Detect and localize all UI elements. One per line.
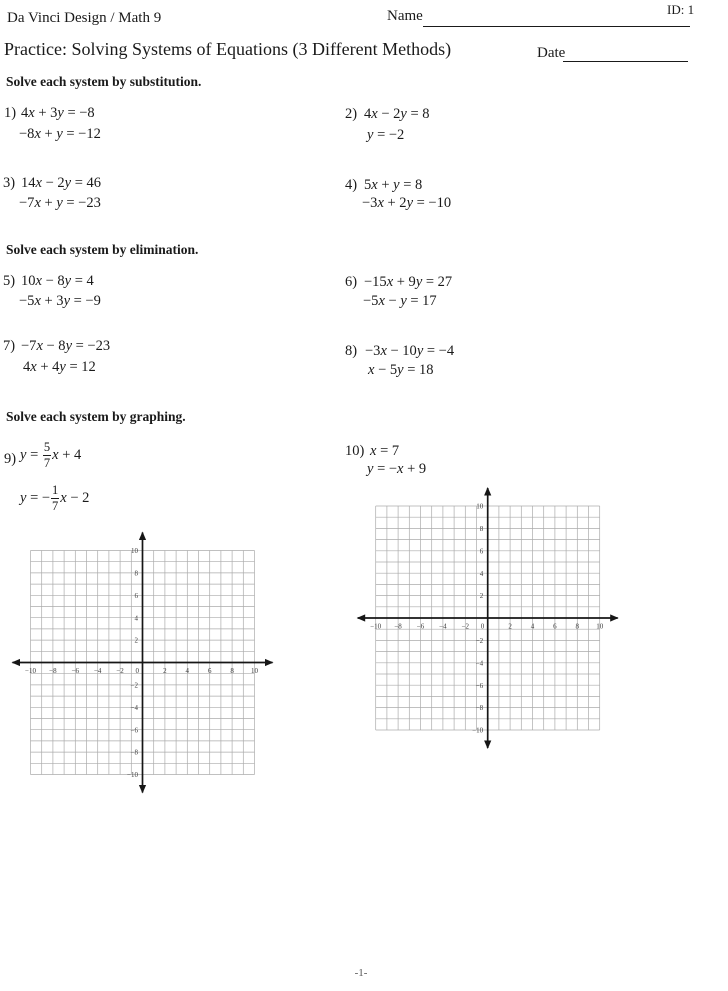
- problem-10-equation-2: y = −x + 9: [367, 461, 427, 477]
- problem-6-equation-2: −5x − y = 17: [363, 293, 437, 309]
- problem-5-equation-2: −5x + 3y = −9: [19, 293, 101, 309]
- problem-1-equation-1: 4x + 3y = −8: [21, 105, 95, 121]
- svg-text:−6: −6: [475, 681, 484, 690]
- svg-text:−6: −6: [71, 667, 80, 675]
- coordinate-grid-problem-9: [9, 527, 277, 802]
- svg-text:4: 4: [134, 614, 138, 623]
- problem-8-equation-1: −3x − 10y = −4: [365, 343, 455, 359]
- svg-text:8: 8: [230, 667, 234, 675]
- section-heading-elimination: Solve each system by elimination.: [6, 242, 199, 257]
- svg-text:−10: −10: [370, 622, 382, 631]
- problem-4-equation-2: −3x + 2y = −10: [362, 195, 452, 211]
- svg-text:−10: −10: [25, 667, 36, 675]
- svg-text:2: 2: [508, 622, 512, 631]
- svg-text:4: 4: [530, 622, 535, 631]
- svg-text:8: 8: [479, 525, 484, 533]
- svg-text:6: 6: [553, 622, 557, 631]
- problem-7-number: 7): [3, 338, 16, 354]
- problem-7-equation-2: 4x + 4y = 12: [23, 359, 96, 375]
- problem-8-number: 8): [345, 343, 358, 359]
- svg-text:4: 4: [185, 667, 190, 675]
- problem-3-equation-2: −7x + y = −23: [19, 195, 101, 211]
- problem-4-equation-1: 5x + y = 8: [364, 177, 423, 193]
- worksheet-title: Practice: Solving Systems of Equations (3 Different Methods): [4, 39, 452, 59]
- svg-text:6: 6: [479, 547, 484, 556]
- page-number: -1-: [354, 967, 368, 979]
- date-blank-line: [563, 61, 688, 62]
- svg-text:0: 0: [135, 667, 139, 675]
- svg-text:−2: −2: [116, 667, 124, 675]
- svg-text:−2: −2: [461, 622, 470, 631]
- problem-2-equation-1: 4x − 2y = 8: [364, 106, 430, 122]
- problem-1-number: 1): [4, 105, 17, 121]
- svg-text:−4: −4: [130, 703, 138, 712]
- svg-text:−4: −4: [475, 659, 484, 668]
- svg-text:2: 2: [163, 667, 167, 675]
- svg-text:6: 6: [134, 591, 138, 600]
- problem-6-number: 6): [345, 274, 358, 290]
- problem-10-number: 10): [345, 443, 365, 459]
- fraction: $\frac{1}{7}$: [52, 483, 59, 514]
- svg-text:−10: −10: [472, 726, 484, 735]
- problem-8-equation-2: x − 5y = 18: [368, 362, 434, 378]
- svg-text:8: 8: [134, 569, 138, 578]
- problem-10-equation-1: x = 7: [370, 443, 400, 459]
- svg-text:−6: −6: [130, 726, 138, 735]
- problem-9-equation-2: y = − $\frac{1}{7}$ x − 2: [20, 483, 90, 514]
- date-label: Date: [537, 45, 566, 61]
- svg-text:−8: −8: [49, 667, 57, 675]
- section-heading-graphing: Solve each system by graphing.: [6, 409, 186, 424]
- problem-9-equation-1: y = $\frac{5}{7}$ x + 4: [20, 440, 82, 471]
- svg-text:6: 6: [207, 667, 212, 675]
- fraction: $\frac{5}{7}$: [43, 440, 51, 471]
- svg-text:10: 10: [476, 502, 484, 511]
- svg-text:10: 10: [131, 547, 138, 556]
- section-heading-substitution: Solve each system by substitution.: [6, 74, 202, 89]
- problem-6-equation-1: −15x + 9y = 27: [364, 274, 453, 290]
- name-blank-line: [423, 26, 690, 27]
- svg-text:−6: −6: [416, 622, 425, 631]
- svg-text:2: 2: [479, 592, 484, 601]
- problem-9-number: 9): [4, 451, 17, 467]
- problem-5-equation-1: 10x − 8y = 4: [21, 273, 94, 289]
- problem-2-number: 2): [345, 106, 358, 122]
- svg-text:2: 2: [134, 636, 138, 645]
- svg-text:−10: −10: [127, 771, 138, 780]
- problem-2-equation-2: y = −2: [367, 127, 405, 143]
- svg-text:−2: −2: [475, 637, 484, 645]
- coordinate-grid-problem-10: [354, 482, 622, 757]
- name-label: Name: [387, 8, 423, 24]
- svg-text:−8: −8: [394, 622, 402, 631]
- worksheet-id: ID: 1: [667, 2, 695, 17]
- problem-4-number: 4): [345, 177, 358, 193]
- problem-1-equation-2: −8x + y = −12: [19, 126, 101, 142]
- svg-text:4: 4: [479, 569, 484, 578]
- problem-7-equation-1: −7x − 8y = −23: [21, 338, 111, 354]
- svg-text:10: 10: [251, 667, 258, 675]
- problem-3-equation-1: 14x − 2y = 46: [21, 175, 101, 191]
- svg-text:−8: −8: [475, 704, 484, 713]
- svg-text:−4: −4: [93, 667, 102, 675]
- svg-text:−2: −2: [130, 681, 138, 690]
- svg-text:0: 0: [480, 622, 485, 631]
- problem-3-number: 3): [3, 175, 16, 191]
- problem-5-number: 5): [3, 273, 16, 289]
- svg-text:10: 10: [596, 622, 604, 631]
- svg-text:−4: −4: [439, 622, 447, 631]
- svg-text:8: 8: [575, 622, 580, 631]
- svg-text:−8: −8: [130, 748, 138, 757]
- course-name: Da Vinci Design / Math 9: [7, 10, 162, 26]
